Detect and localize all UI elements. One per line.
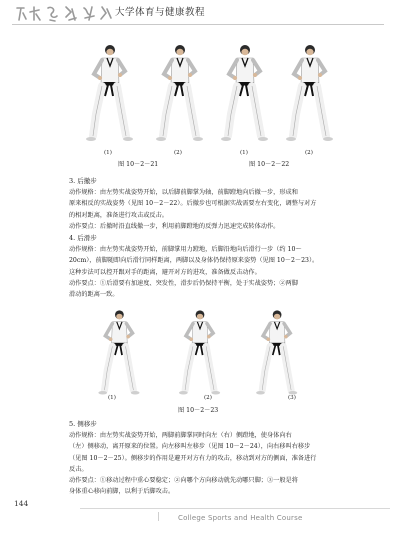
photo-caption: (1) [240,150,248,156]
fighter-photo-2 [156,45,203,141]
text-line: 动作要点：①后滑要有加速度、突发性，滑步后仍保持平衡，处于实战姿势；②两脚 [69,279,298,287]
text-line: 动作规格：由左势实战姿势开始，以后脚前脚掌为轴，前脚蹬地向后撤一步，形成和 [69,189,298,196]
decorative-pictogram-icon [14,4,114,24]
fighter-photo-1 [86,45,133,141]
section-heading: 5. 侧移步 [69,420,97,428]
figure-10-2-21-22-photos [60,42,350,150]
footer-divider [158,512,169,521]
section-paragraph [69,187,351,232]
figure-label: 图 10－2－23 [178,407,219,414]
fighter-photo-5 [98,310,139,394]
text-line: 这种步法可以控开跟对手的距离，避开对方的进攻，准备做反击动作。 [69,268,261,276]
text-line: 原来相反的实战姿势（见图 10－2－22）。后撤步也可根据实战需要左右变化，调整与对方 [69,200,317,208]
text-line: 20cm），前脚随即向后滑行同样距离，两脚以及身体仍保持原来姿势（见图 10－2－23）。 [69,257,319,265]
fighter-photo-4 [286,45,333,141]
section-paragraph [69,430,351,498]
photo-caption: (1) [108,395,116,401]
text-line: 身体重心移向前脚，以利于后脚攻击。 [69,488,175,496]
photo-caption: (2) [174,150,182,156]
photo-caption: (2) [204,395,212,401]
photo-caption: (3) [288,395,296,401]
page-number: 144 [14,499,29,508]
text-line: 滑动的距离一致。 [69,291,119,299]
photo-caption: (2) [305,150,313,156]
section-paragraph [69,244,351,300]
figure-label: 图 10－2－21 [118,161,159,168]
section-heading: 3. 后撤步 [69,177,97,185]
running-footer-title: College Sports and Health Course [178,514,303,522]
fighter-photo-7 [256,310,297,394]
fighter-photo-3 [221,45,268,141]
text-line: 动作要点：后撤时沿直线撤一步，利用前脚蹬地的反弹力迅速完成转体动作。 [69,222,280,230]
section-heading: 4. 后滑步 [69,234,97,242]
footer-rule [80,508,390,509]
text-line: 反击。 [69,465,88,473]
figure-10-2-23-photos [80,306,320,398]
header-rule [12,24,384,25]
fighter-photo-6 [179,310,220,394]
text-line: （左）侧移动，离开原来的位置。向左移叫左移步（见图 10－2－24），向右移叫右移步 [69,443,311,451]
text-line: 的相对距离，准备进行攻击或反击。 [69,211,168,219]
text-line: 动作要点：①移动过程中重心要稳定；②向哪个方向移动就先动哪只脚；③一般是将 [69,477,298,485]
book-title: 大学体育与健康教程 [115,7,206,18]
figure-label: 图 10－2－22 [249,161,290,168]
photo-caption: (1) [104,150,112,156]
page-header [0,0,400,28]
text-line: （见图 10－2－25）。侧移步的作用是避开对方有力的攻击，移动到对方的侧面，准备进行 [69,454,317,462]
text-line: 动作规格：由左势实战姿势开始，前脚掌用力蹬地，后脚沿地向后滑行一步（约 10～ [69,246,302,253]
text-line: 动作规格：由左势实战姿势开始，两脚前脚掌同时向左（右）侧蹬地，使身体向右 [69,432,292,439]
